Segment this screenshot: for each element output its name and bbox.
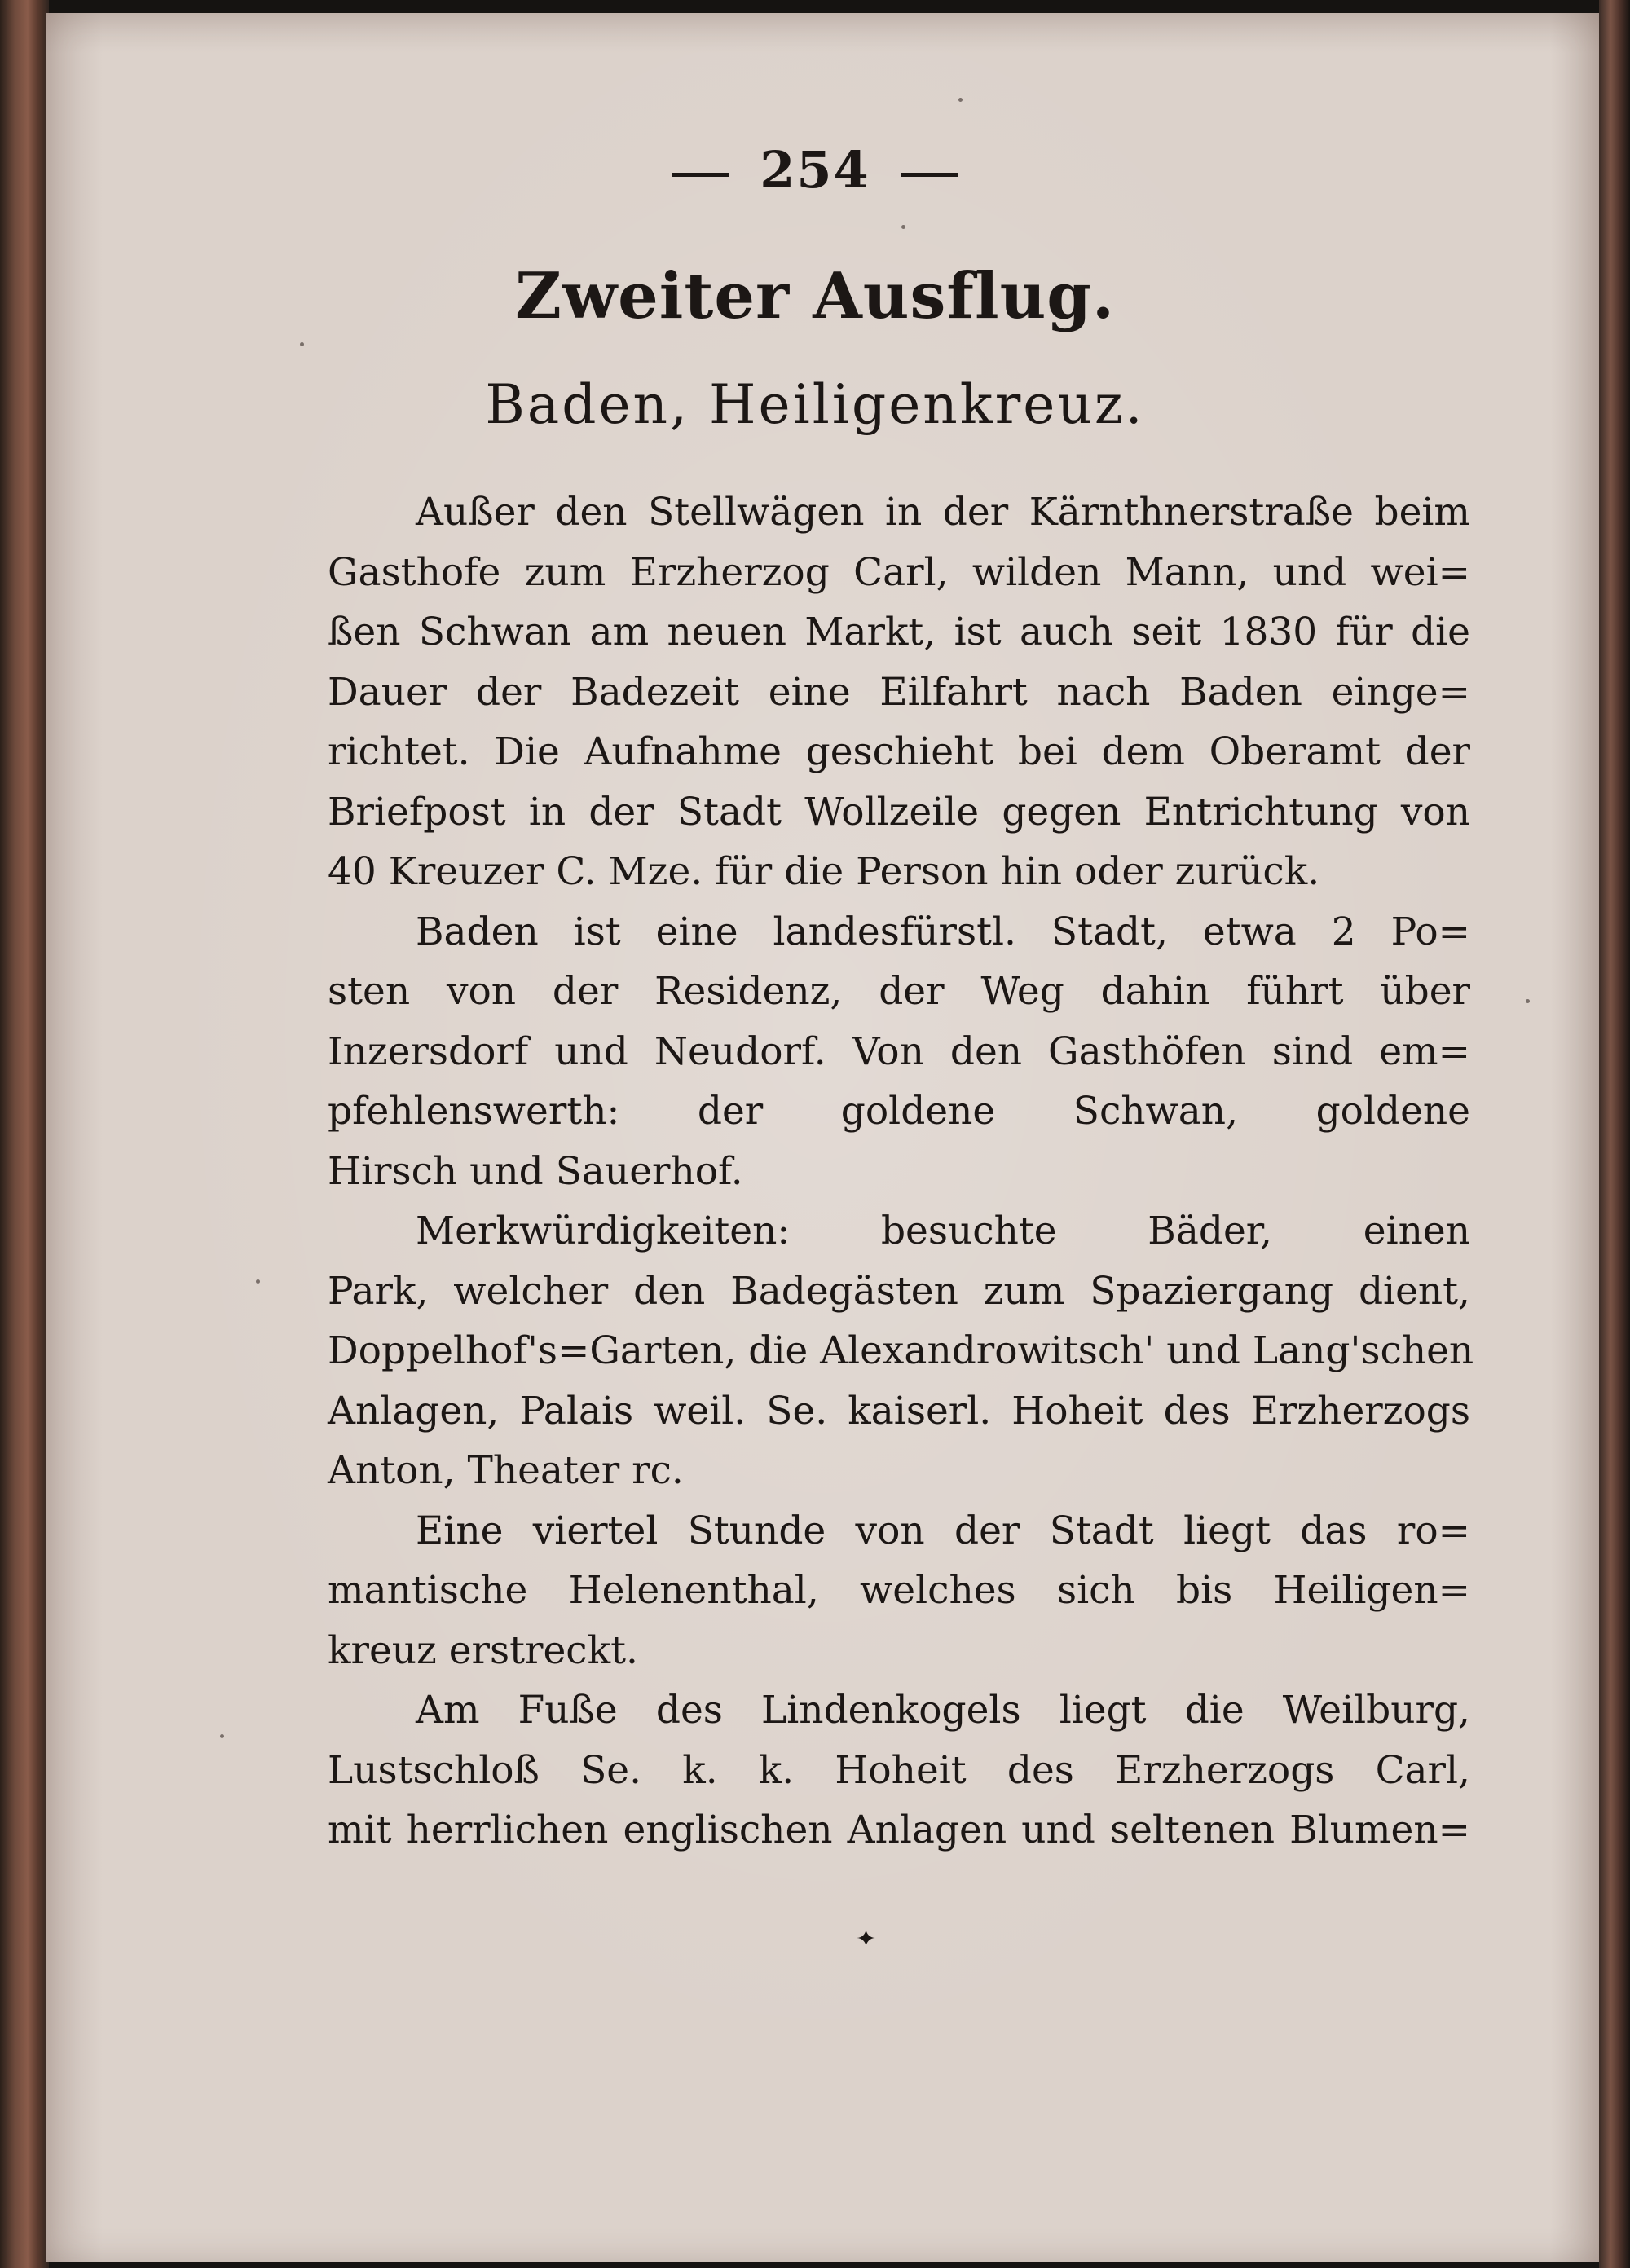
book-binding-edge bbox=[0, 0, 49, 2268]
text-line: Park, welcher den Badegästen zum Spaziergang dient, bbox=[328, 1268, 1470, 1314]
text-line: sten von der Residenz, der Weg dahin führt über bbox=[328, 969, 1470, 1014]
paragraph-3 bbox=[328, 1201, 1474, 1501]
text-line: Gasthofe zum Erzherzog Carl, wilden Mann, und wei= bbox=[328, 549, 1470, 595]
paper-speck bbox=[958, 98, 963, 102]
paper-speck bbox=[220, 1734, 224, 1738]
ornament-mark: ✦ bbox=[856, 1925, 877, 1953]
text-line: Merkwürdigkeiten: besuchte Bäder, einen bbox=[416, 1209, 1470, 1253]
text-line: kreuz erstreckt. bbox=[328, 1627, 638, 1673]
paragraph-4 bbox=[328, 1501, 1470, 1681]
page-number-value: 254 bbox=[760, 140, 870, 200]
left-dash bbox=[672, 173, 729, 177]
text-line: mit herrlichen englischen Anlagen und seltenen Blumen= bbox=[328, 1808, 1470, 1852]
paper-speck bbox=[1526, 999, 1530, 1003]
text-line: ßen Schwan am neuen Markt, ist auch seit 1830 für die bbox=[328, 610, 1470, 654]
paragraph-2 bbox=[328, 902, 1470, 1202]
text-line: Baden ist eine landesfürstl. Stadt, etwa 2 Po= bbox=[416, 909, 1470, 954]
text-line: Briefpost in der Stadt Wollzeile gegen Entrichtung von bbox=[328, 789, 1470, 835]
body-text bbox=[328, 482, 1474, 1861]
text-line: 40 Kreuzer C. Mze. für die Person hin oder zurück. bbox=[328, 849, 1320, 894]
text-line: Außer den Stellwägen in der Kärnthnerstraße beim bbox=[416, 490, 1470, 535]
text-line: Anlagen, Palais weil. Se. kaiserl. Hoheit des Erzherzogs bbox=[328, 1388, 1470, 1433]
paper-speck bbox=[300, 342, 304, 346]
facing-page-edge bbox=[1599, 0, 1630, 2268]
page-number bbox=[0, 140, 1630, 200]
text-line: Inzersdorf und Neudorf. Von den Gasthöfen sind em= bbox=[328, 1028, 1470, 1074]
paragraph-5 bbox=[328, 1680, 1470, 1861]
chapter-title: Zweiter Ausflug. bbox=[515, 259, 1115, 333]
text-line: richtet. Die Aufnahme geschieht bei dem Oberamt der bbox=[328, 729, 1470, 774]
paragraph-1 bbox=[328, 482, 1470, 902]
text-line: Lustschloß Se. k. k. Hoheit des Erzherzogs Carl, bbox=[328, 1747, 1470, 1793]
text-line: Dauer der Badezeit eine Eilfahrt nach Baden einge= bbox=[328, 669, 1470, 715]
right-dash bbox=[901, 173, 958, 177]
text-line: Anton, Theater rc. bbox=[328, 1448, 684, 1493]
text-line: mantische Helenenthal, welches sich bis Heiligen= bbox=[328, 1568, 1470, 1613]
paper-speck bbox=[256, 1279, 260, 1284]
text-line: Doppelhof's=Garten, die Alexandrowitsch' und Lang'schen bbox=[328, 1328, 1474, 1373]
text-line: pfehlenswerth: der goldene Schwan, goldene bbox=[328, 1089, 1470, 1134]
text-line: Hirsch und Sauerhof. bbox=[328, 1148, 743, 1194]
section-subtitle: Baden, Heiligenkreuz. bbox=[485, 373, 1145, 436]
text-line: Eine viertel Stunde von der Stadt liegt das ro= bbox=[416, 1508, 1470, 1553]
text-line: Am Fuße des Lindenkogels liegt die Weilburg, bbox=[416, 1688, 1470, 1733]
paper-speck bbox=[901, 225, 905, 229]
